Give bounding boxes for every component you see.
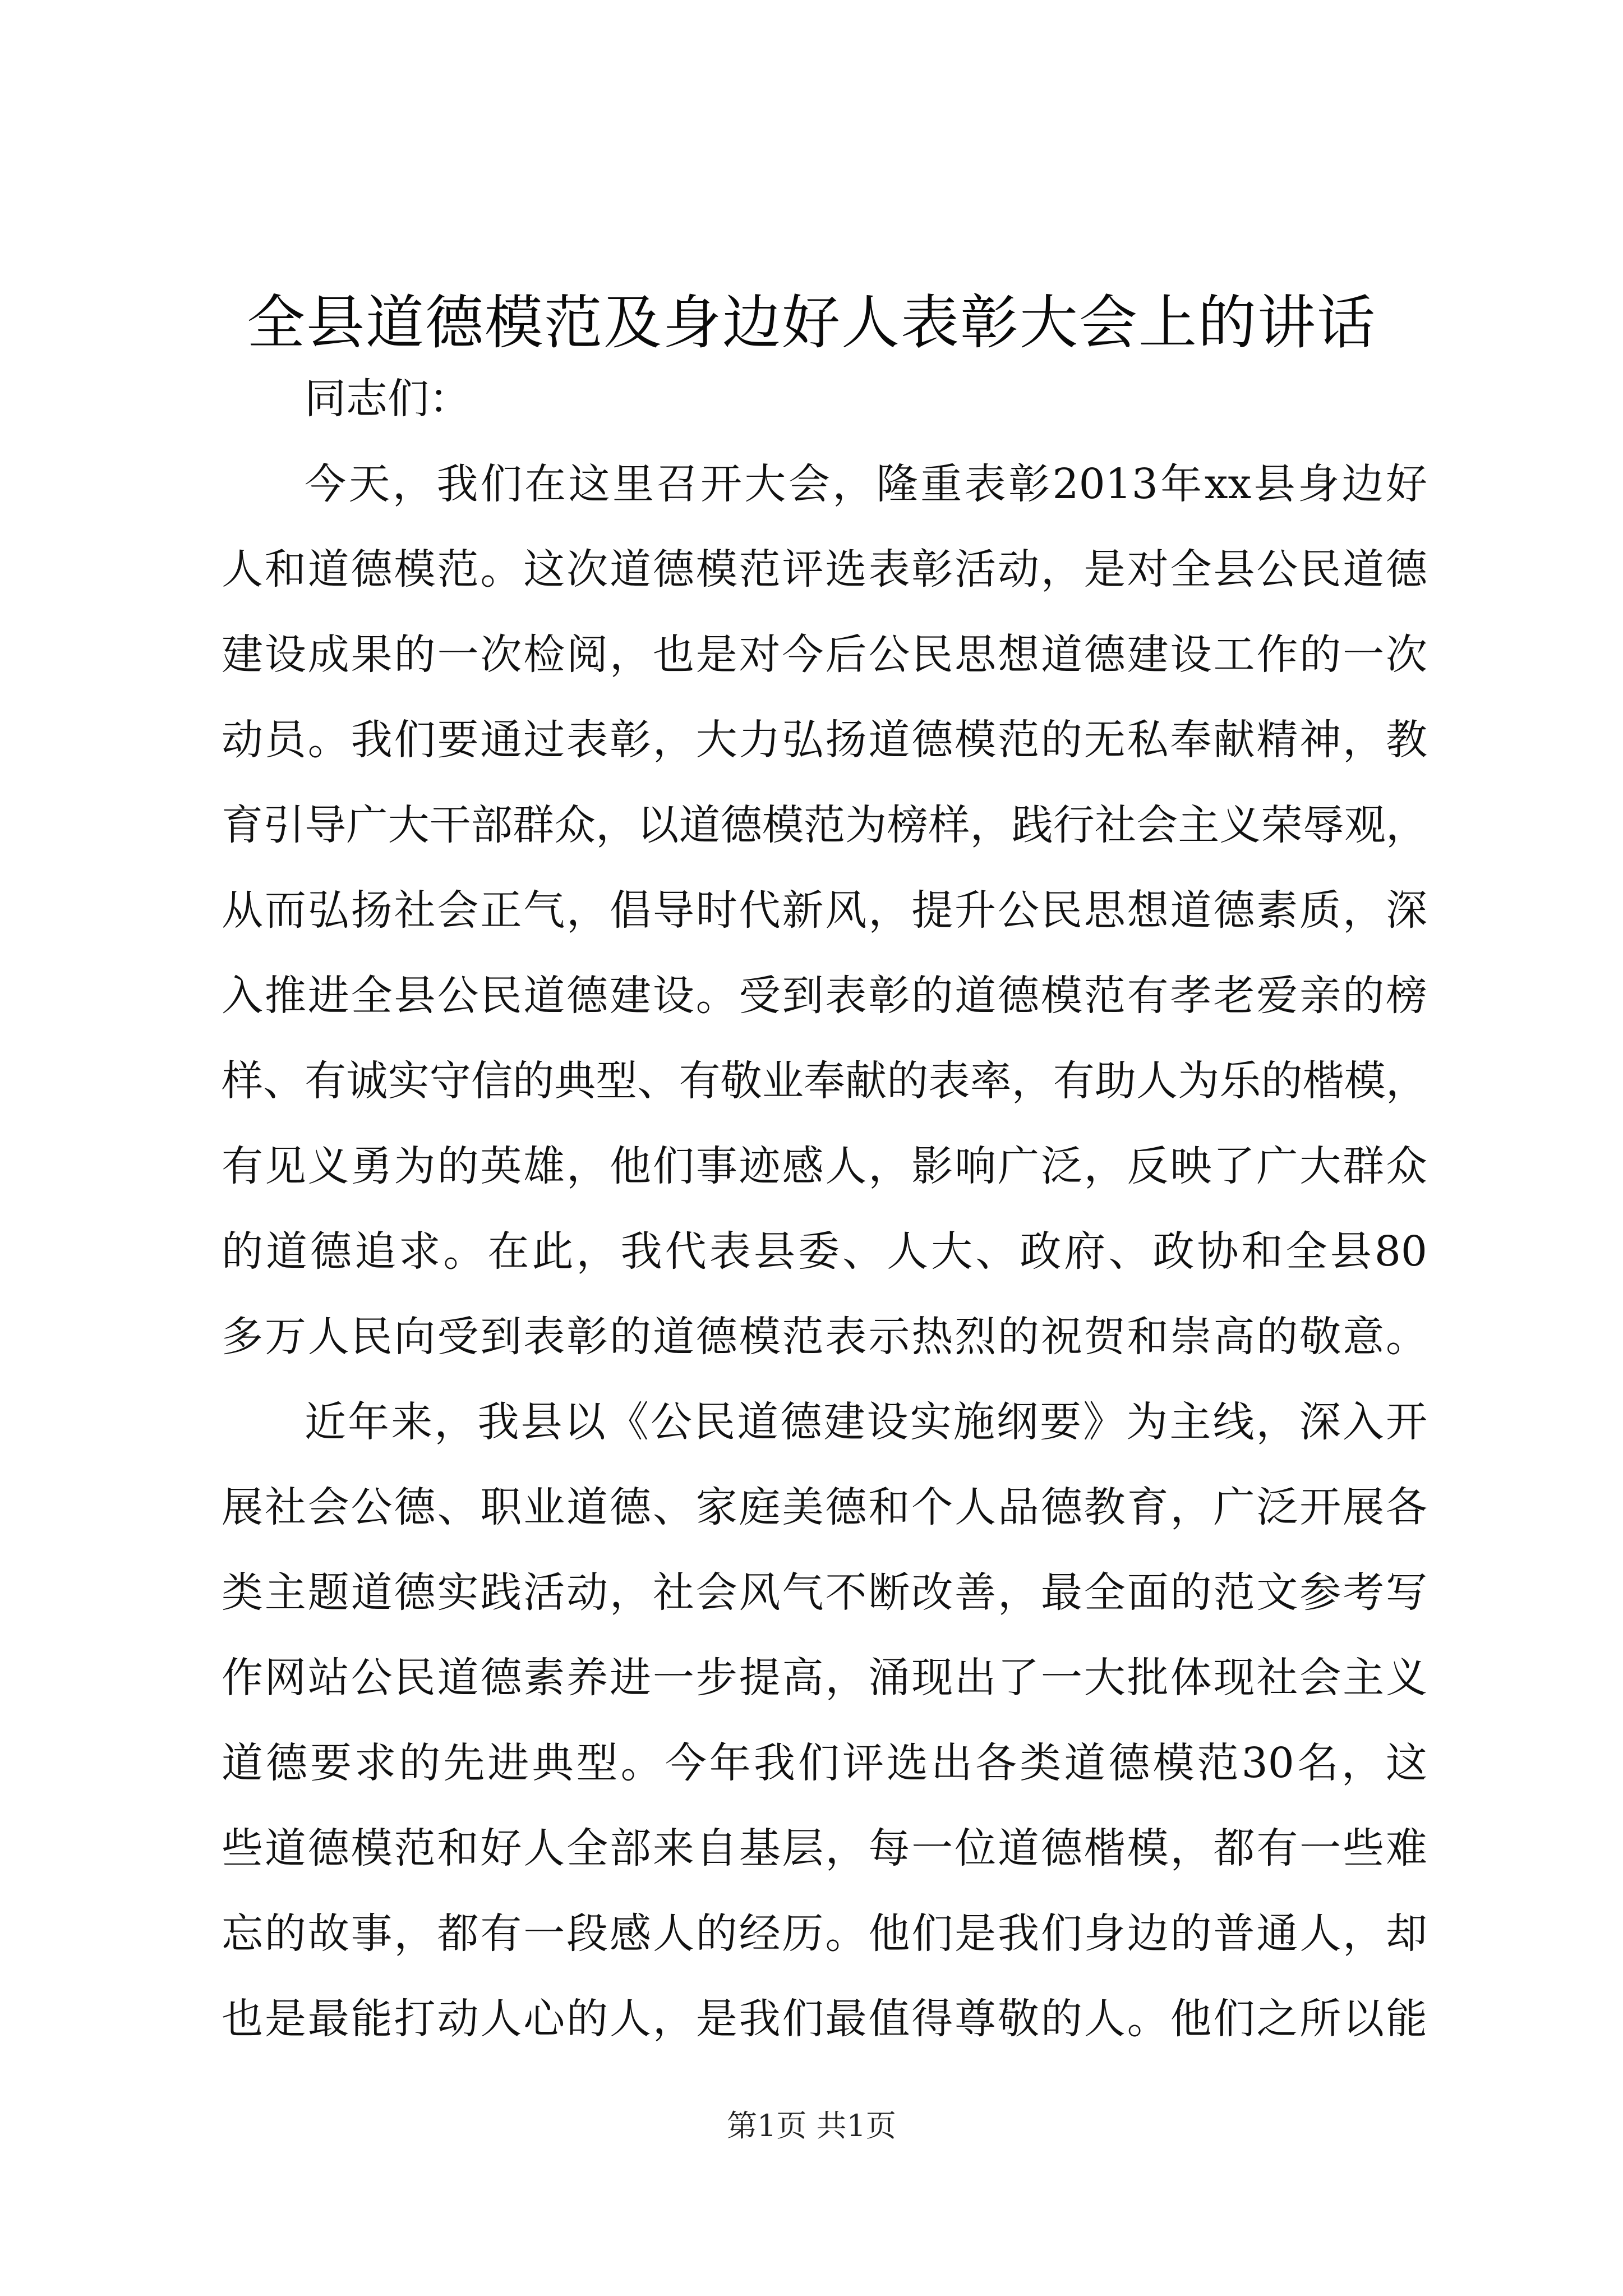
body-line: 类主题道德实践活动，社会风气不断改善，最全面的范文参考写	[222, 1568, 1427, 1617]
document-body	[222, 356, 1427, 2062]
body-line: 入推进全县公民道德建设。受到表彰的道德模范有孝老爱亲的榜	[222, 972, 1427, 1020]
body-line: 育引导广大干部群众，以道德模范为榜样，践行社会主义荣辱观，	[222, 801, 1427, 849]
body-line: 今天，我们在这里召开大会，隆重表彰2013年xx县身边好	[305, 460, 1427, 508]
body-line: 作网站公民道德素养进一步提高，涌现出了一大批体现社会主义	[222, 1654, 1427, 1702]
body-line: 些道德模范和好人全部来自基层，每一位道德楷模，都有一些难	[222, 1824, 1427, 1872]
body-line: 展社会公德、职业道德、家庭美德和个人品德教育，广泛开展各	[222, 1483, 1427, 1531]
body-line: 有见义勇为的英雄，他们事迹感人，影响广泛，反映了广大群众	[222, 1142, 1427, 1190]
body-line: 近年来，我县以《公民道德建设实施纲要》为主线，深入开	[305, 1398, 1427, 1446]
page-number-footer: 第1页 共1页	[727, 2108, 896, 2143]
document-title: 全县道德模范及身边好人表彰大会上的讲话	[246, 288, 1376, 357]
body-line: 多万人民向受到表彰的道德模范表示热烈的祝贺和崇高的敬意。	[222, 1313, 1427, 1361]
body-line: 动员。我们要通过表彰，大力弘扬道德模范的无私奉献精神，教	[222, 716, 1427, 764]
body-line: 人和道德模范。这次道德模范评选表彰活动，是对全县公民道德	[222, 545, 1427, 593]
body-line: 忘的故事，都有一段感人的经历。他们是我们身边的普通人，却	[222, 1910, 1427, 1958]
body-line: 从而弘扬社会正气，倡导时代新风，提升公民思想道德素质，深	[222, 886, 1427, 935]
body-line: 也是最能打动人心的人，是我们最值得尊敬的人。他们之所以能	[222, 1995, 1427, 2043]
body-line: 道德要求的先进典型。今年我们评选出各类道德模范30名，这	[222, 1739, 1427, 1787]
body-line: 建设成果的一次检阅，也是对今后公民思想道德建设工作的一次	[222, 631, 1427, 679]
salutation-line: 同志们：	[305, 375, 471, 423]
body-line: 的道德追求。在此，我代表县委、人大、政府、政协和全县80	[222, 1227, 1427, 1276]
body-line: 样、有诚实守信的典型、有敬业奉献的表率，有助人为乐的楷模，	[222, 1057, 1427, 1105]
